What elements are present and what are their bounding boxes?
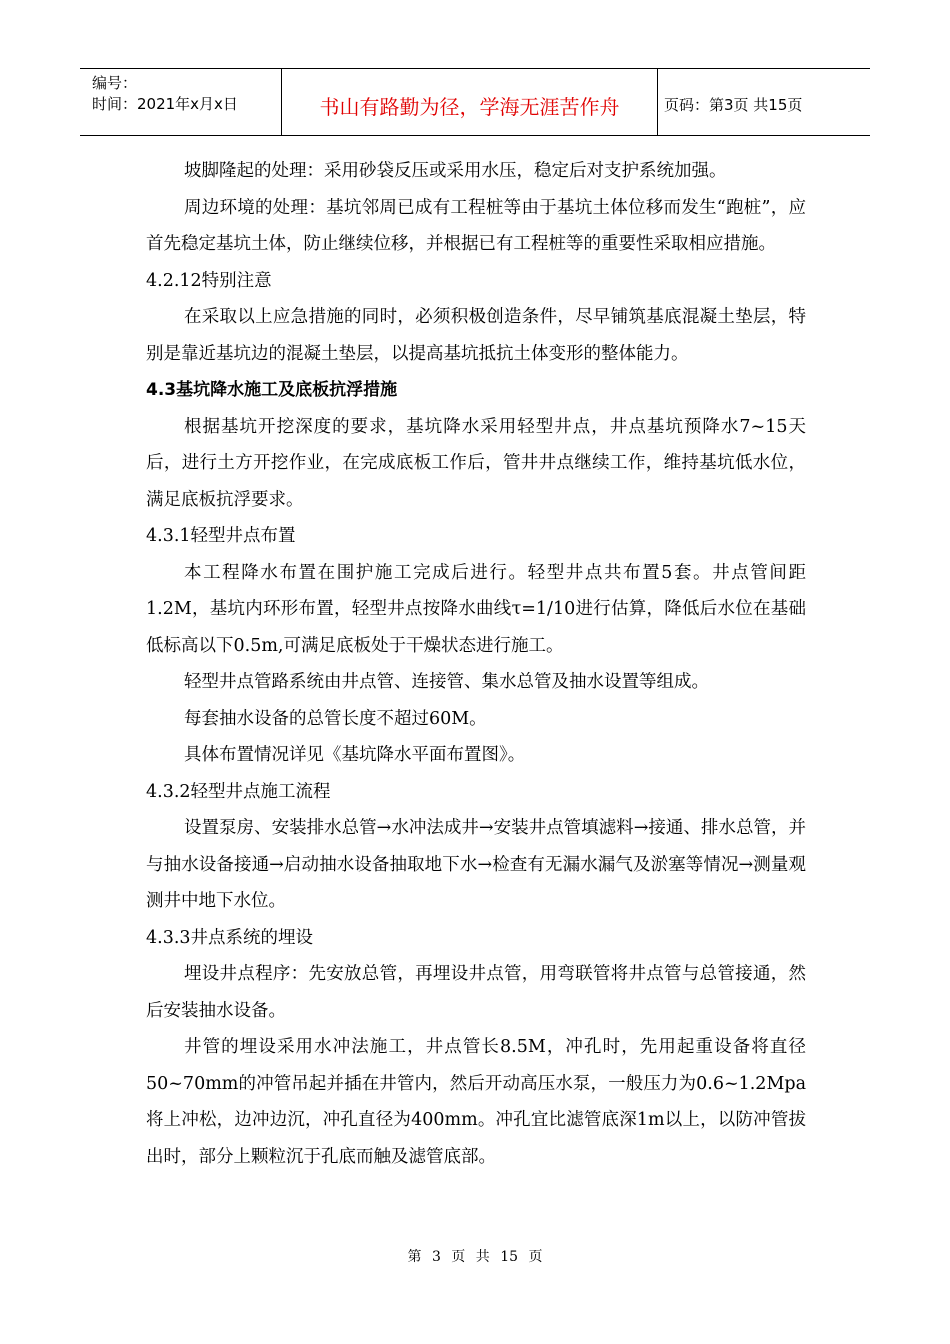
header-motto: 书山有路勤为径，学海无涯苦作舟 bbox=[282, 69, 658, 135]
document-number-label: 编号： bbox=[92, 74, 138, 92]
header-page-code: 页码：第3页 共15页 bbox=[664, 95, 803, 114]
paragraph: 每套抽水设备的总管长度不超过60M。 bbox=[184, 708, 487, 729]
section-title: 4.3基坑降水施工及底板抗浮措施 bbox=[146, 380, 398, 400]
paragraph: 在采取以上应急措施的同时，必须积极创造条件，尽早铺筑基底混凝土垫层，特别是靠近基坑边的混凝土垫层，以提高基坑抵抗土体变形的整体能力。 bbox=[146, 307, 806, 364]
section-heading: 4.2.12特别注意 bbox=[146, 270, 272, 291]
paragraph: 本工程降水布置在围护施工完成后进行。轻型井点共布置5套。井点管间距1.2M，基坑内环形布置，轻型井点按降水曲线τ=1/10进行估算，降低后水位在基础低标高以下0.5m,可满足底板处于干燥状态进行施工。 bbox=[146, 562, 806, 656]
section-heading: 4.3.1轻型井点布置 bbox=[146, 526, 296, 546]
document-body bbox=[146, 153, 806, 1175]
paragraph: 根据基坑开挖深度的要求，基坑降水采用轻型井点，井点基坑预降水7~15天后，进行土方开挖作业，在完成底板工作后，管井井点继续工作，维持基坑低水位，满足底板抗浮要求。 bbox=[146, 416, 806, 510]
paragraph: 坡脚隆起的处理：采用砂袋反压或采用水压，稳定后对支护系统加强。 bbox=[184, 161, 727, 181]
paragraph: 设置泵房、安装排水总管→水冲法成井→安装井点管填滤料→接通、排水总管，并与抽水设备接通→启动抽水设备抽取地下水→检查有无漏水漏气及淤塞等情况→测量观测井中地下水位。 bbox=[146, 818, 806, 911]
page-header bbox=[80, 68, 870, 136]
section-heading: 4.3.3井点系统的埋设 bbox=[146, 927, 314, 948]
paragraph: 周边环境的处理：基坑邻周已成有工程桩等由于基坑土体位移而发生“跑桩”，应首先稳定基坑土体，防止继续位移，并根据已有工程桩等的重要性采取相应措施。 bbox=[146, 197, 806, 254]
paragraph: 具体布置情况详见《基坑降水平面布置图》。 bbox=[184, 745, 526, 765]
paragraph: 轻型井点管路系统由井点管、连接管、集水总管及抽水设置等组成。 bbox=[184, 672, 709, 692]
header-meta bbox=[80, 69, 282, 135]
page-footer: 第 3 页 共 15 页 bbox=[407, 1249, 543, 1265]
section-heading: 4.3.2轻型井点施工流程 bbox=[146, 781, 331, 802]
paragraph: 埋设井点程序：先安放总管，再埋设井点管，用弯联管将井点管与总管接通，然后安装抽水设备。 bbox=[146, 964, 806, 1021]
paragraph: 井管的埋设采用水冲法施工，井点管长8.5M，冲孔时，先用起重设备将直径50~70mm的冲管吊起并插在井管内，然后开动高压水泵，一般压力为0.6~1.2Mpa将上冲松，边冲边沉，冲孔直径为400mm。冲孔宜比滤管底深1m以上，以防冲管拔出时，部分上颗粒沉于孔底而触及滤管底部。 bbox=[146, 1037, 806, 1167]
document-date: 时间：2021年x月x日 bbox=[92, 95, 238, 113]
